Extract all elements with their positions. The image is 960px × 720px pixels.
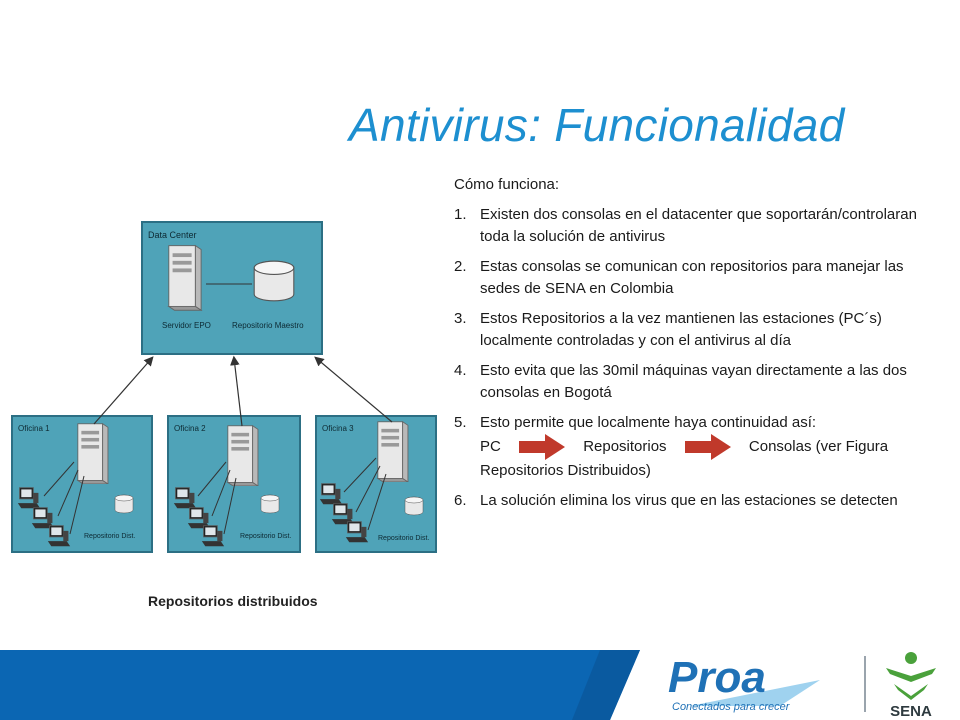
repository-icon xyxy=(261,495,279,513)
item-text: Esto permite que localmente haya continuidad así: xyxy=(480,414,817,431)
datacenter-label: Data Center xyxy=(148,230,197,240)
list-item xyxy=(454,204,944,248)
item-text: La solución elimina los virus que en las estaciones se detecten xyxy=(480,492,898,509)
network-diagram xyxy=(0,200,440,620)
arrow-office3-to-datacenter xyxy=(316,358,392,422)
footer-divider xyxy=(864,656,866,712)
list-item xyxy=(454,256,944,300)
proa-logo xyxy=(668,652,848,716)
flow-arrow-icon xyxy=(519,434,565,460)
slide-title: Antivirus: Funcionalidad xyxy=(349,99,845,151)
office-label: Oficina 2 xyxy=(174,424,206,433)
item-text: Estas consolas se comunican con repositorios para manejar las sedes de SENA en Colombia xyxy=(480,258,904,297)
item-text: Repositorios Distribuidos) xyxy=(480,462,651,479)
item-number: 5. xyxy=(454,414,467,431)
repository-icon xyxy=(405,497,423,515)
server-icon xyxy=(78,424,108,484)
item-number: 6. xyxy=(454,492,467,509)
office-label: Oficina 3 xyxy=(322,424,354,433)
master-repo-label: Repositorio Maestro xyxy=(232,321,304,330)
flow-consolas: Consolas (ver Figura xyxy=(748,437,889,455)
epo-server-icon xyxy=(169,246,201,311)
server-icon xyxy=(228,426,258,486)
flow-repositorios: Repositorios xyxy=(583,437,667,455)
diagram-caption: Repositorios distribuidos xyxy=(148,593,318,609)
repository-icon xyxy=(115,495,133,513)
brand-text: Proa xyxy=(668,653,766,702)
item-number: 3. xyxy=(454,310,467,327)
list-item xyxy=(454,412,944,482)
steps-list xyxy=(454,204,944,512)
repo-label: Repositorio Dist. xyxy=(240,533,292,540)
list-item xyxy=(454,360,944,404)
footer xyxy=(0,650,960,720)
server-icon xyxy=(378,422,408,482)
item-number: 2. xyxy=(454,258,467,275)
master-repository-icon xyxy=(254,261,294,301)
sena-text: SENA xyxy=(890,703,932,720)
arrow-office1-to-datacenter xyxy=(94,358,152,424)
office-label: Oficina 1 xyxy=(18,424,50,433)
content-block xyxy=(454,174,944,520)
item-text: Existen dos consolas en el datacenter que soportarán/controlaran toda la solución de antivirus xyxy=(480,206,917,245)
repo-label: Repositorio Dist. xyxy=(84,533,136,540)
sena-logo xyxy=(874,650,948,720)
item-number: 1. xyxy=(454,206,467,223)
server-label: Servidor EPO xyxy=(162,321,211,330)
item-text: Estos Repositorios a la vez mantienen las estaciones (PC´s) localmente controladas y con el antivirus al día xyxy=(480,310,882,349)
flow-arrow-icon xyxy=(685,434,731,460)
intro-text: Cómo funciona: xyxy=(454,176,560,193)
list-item xyxy=(454,490,944,512)
item-number: 4. xyxy=(454,362,467,379)
office-2 xyxy=(168,416,300,552)
office-1 xyxy=(12,416,152,552)
item-text: Esto evita que las 30mil máquinas vayan directamente a las dos consolas en Bogotá xyxy=(480,362,907,401)
repo-label: Repositorio Dist. xyxy=(378,535,430,542)
flow-pc: PC xyxy=(480,437,501,455)
brand-tagline: Conectados para crecer xyxy=(672,701,790,713)
list-item xyxy=(454,308,944,352)
office-3 xyxy=(316,416,436,552)
